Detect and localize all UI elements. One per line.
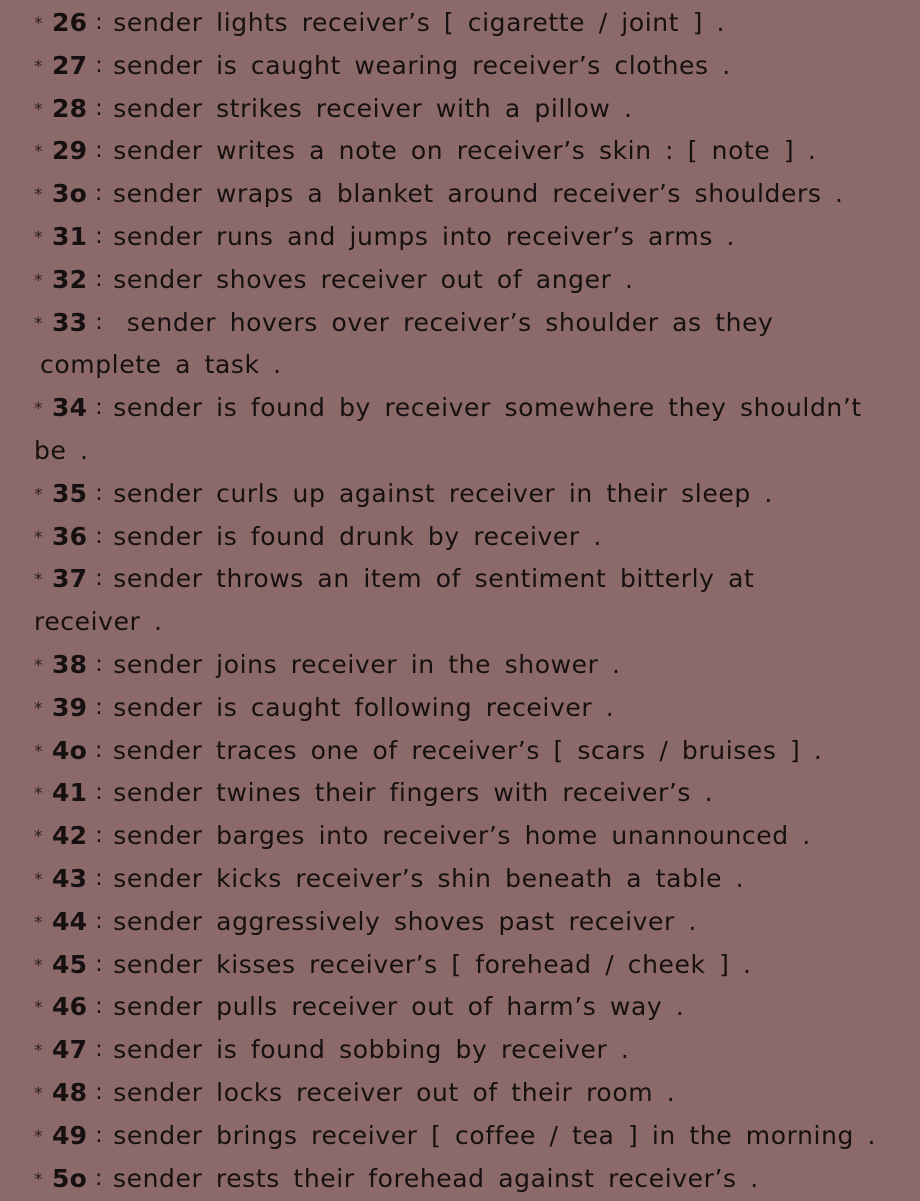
prompt-number: 37: [52, 564, 88, 594]
prompt-line: [34, 2, 920, 45]
prompt-line: [34, 944, 920, 987]
asterisk-icon: *: [34, 741, 44, 762]
asterisk-icon: *: [34, 912, 44, 933]
prompt-number: 39: [52, 692, 88, 722]
prompt-number: 29: [52, 136, 88, 166]
colon-separator: :: [95, 52, 104, 78]
prompt-text: sender is found drunk by receiver .: [113, 521, 602, 551]
prompt-text: sender lights receiver’s [ cigarette / joint ] .: [113, 8, 726, 37]
prompt-number: 3o: [52, 179, 87, 209]
prompt-number: 41: [52, 778, 88, 808]
entry-list: [34, 2, 920, 1200]
asterisk-icon: *: [34, 313, 44, 334]
colon-separator: :: [95, 138, 104, 164]
prompt-text: sender rests their forehead against receiver’s .: [113, 1163, 759, 1193]
asterisk-icon: *: [34, 1169, 44, 1190]
colon-separator: :: [95, 1037, 104, 1063]
asterisk-icon: *: [34, 99, 44, 120]
asterisk-icon: *: [34, 399, 44, 420]
prompt-number: 26: [52, 8, 88, 37]
prompt-number: 28: [52, 93, 88, 123]
prompt-text: sender kicks receiver’s shin beneath a table .: [113, 863, 745, 893]
prompt-text: sender hovers over receiver’s shoulder as they: [113, 307, 774, 337]
prompt-number: 44: [52, 906, 88, 936]
prompt-text: sender wraps a blanket around receiver’s shoulders .: [113, 179, 844, 209]
asterisk-icon: *: [34, 227, 44, 248]
prompt-number: 48: [52, 1077, 88, 1107]
prompt-number: 43: [52, 863, 88, 893]
prompt-line: [34, 516, 920, 559]
asterisk-icon: *: [34, 655, 44, 676]
asterisk-icon: *: [34, 527, 44, 548]
colon-separator: :: [95, 566, 104, 592]
asterisk-icon: *: [34, 56, 44, 77]
prompt-line: [34, 558, 920, 601]
colon-separator: :: [95, 523, 104, 549]
prompt-number: 27: [52, 50, 88, 80]
prompt-number: 46: [52, 992, 88, 1022]
prompt-line-continuation: [34, 344, 920, 387]
prompt-line: [34, 730, 920, 773]
prompt-number: 36: [52, 521, 88, 551]
prompt-line: [34, 858, 920, 901]
asterisk-icon: *: [34, 998, 44, 1019]
prompt-line: [34, 1158, 920, 1201]
prompt-line: [34, 986, 920, 1029]
prompt-text: sender curls up against receiver in their sleep .: [113, 478, 773, 508]
prompt-text: sender strikes receiver with a pillow .: [113, 93, 633, 123]
asterisk-icon: *: [34, 270, 44, 291]
prompt-line: [34, 687, 920, 730]
colon-separator: :: [95, 823, 104, 849]
prompt-line: [34, 45, 920, 88]
prompt-number: 4o: [52, 735, 87, 765]
prompt-text: sender is caught wearing receiver’s clothes .: [113, 50, 731, 80]
asterisk-icon: *: [34, 869, 44, 890]
colon-separator: :: [94, 181, 103, 207]
prompt-text: sender traces one of receiver’s [ scars / bruises ] .: [113, 735, 823, 765]
prompt-text-continuation: complete a task .: [40, 350, 282, 380]
prompt-number: 32: [52, 264, 88, 294]
prompt-line: [34, 173, 920, 216]
colon-separator: :: [95, 395, 104, 421]
prompt-line: [34, 1115, 920, 1158]
prompt-line: [34, 302, 920, 345]
prompt-text: sender is found by receiver somewhere they shouldn’t: [113, 393, 862, 423]
prompt-number: 38: [52, 649, 88, 679]
asterisk-icon: *: [34, 484, 44, 505]
asterisk-icon: *: [34, 570, 44, 591]
colon-separator: :: [95, 908, 104, 934]
colon-separator: :: [95, 95, 104, 121]
prompt-number: 45: [52, 949, 88, 979]
prompt-line: [34, 901, 920, 944]
prompt-number: 34: [52, 393, 88, 423]
asterisk-icon: *: [34, 1083, 44, 1104]
colon-separator: :: [95, 694, 104, 720]
colon-separator: :: [95, 1122, 104, 1148]
prompt-text: sender pulls receiver out of harm’s way .: [113, 992, 685, 1022]
prompt-number: 33: [52, 307, 88, 337]
colon-separator: :: [95, 865, 104, 891]
colon-separator: :: [94, 737, 103, 763]
prompt-number: 35: [52, 478, 88, 508]
prompt-text: sender aggressively shoves past receiver .: [113, 906, 697, 936]
prompt-text: sender is found sobbing by receiver .: [113, 1035, 630, 1065]
colon-separator: :: [95, 994, 104, 1020]
colon-separator: :: [95, 266, 104, 292]
asterisk-icon: *: [34, 185, 44, 206]
prompt-text: sender shoves receiver out of anger .: [113, 264, 634, 294]
prompt-text: sender brings receiver [ coffee / tea ] in the morning .: [113, 1120, 877, 1150]
prompt-line: [34, 387, 920, 430]
colon-separator: :: [95, 651, 104, 677]
prompt-text-continuation: be .: [34, 435, 89, 465]
colon-separator: :: [95, 10, 104, 35]
colon-separator: :: [94, 1165, 103, 1191]
prompt-number: 5o: [52, 1163, 87, 1193]
prompt-text: sender is caught following receiver .: [113, 692, 615, 722]
prompt-line-continuation: [34, 601, 920, 644]
prompt-line-continuation: [34, 430, 920, 473]
prompt-text: sender writes a note on receiver’s skin : [ note ] .: [113, 136, 817, 166]
prompt-number: 49: [52, 1120, 88, 1150]
prompt-line: [34, 473, 920, 516]
prompt-text: sender throws an item of sentiment bitterly at: [113, 564, 755, 594]
prompt-number: 42: [52, 821, 88, 851]
prompt-line: [34, 259, 920, 302]
prompt-text: sender runs and jumps into receiver’s arms .: [113, 221, 736, 251]
prompt-line: [34, 88, 920, 131]
asterisk-icon: *: [34, 1126, 44, 1147]
prompt-line: [34, 1029, 920, 1072]
prompt-text: sender joins receiver in the shower .: [113, 649, 621, 679]
colon-separator: :: [95, 309, 104, 335]
prompt-line: [34, 772, 920, 815]
colon-separator: :: [95, 480, 104, 506]
asterisk-icon: *: [34, 827, 44, 848]
prompt-text: sender twines their fingers with receiver’s .: [113, 778, 714, 808]
prompt-text: sender locks receiver out of their room .: [113, 1077, 676, 1107]
prompt-text: sender kisses receiver’s [ forehead / cheek ] .: [113, 949, 752, 979]
asterisk-icon: *: [34, 955, 44, 976]
prompt-line: [34, 815, 920, 858]
prompt-line: [34, 130, 920, 173]
asterisk-icon: *: [34, 698, 44, 719]
asterisk-icon: *: [34, 142, 44, 163]
asterisk-icon: *: [34, 14, 44, 34]
prompt-line: [34, 644, 920, 687]
colon-separator: :: [95, 1079, 104, 1105]
prompt-number: 47: [52, 1035, 88, 1065]
prompt-line: [34, 1072, 920, 1115]
prompt-line: [34, 216, 920, 259]
colon-separator: :: [95, 780, 104, 806]
asterisk-icon: *: [34, 1041, 44, 1062]
prompt-text: sender barges into receiver’s home unannounced .: [113, 821, 811, 851]
prompt-number: 31: [52, 221, 88, 251]
prompt-text-continuation: receiver .: [34, 607, 163, 637]
asterisk-icon: *: [34, 784, 44, 805]
colon-separator: :: [95, 223, 104, 249]
colon-separator: :: [95, 951, 104, 977]
